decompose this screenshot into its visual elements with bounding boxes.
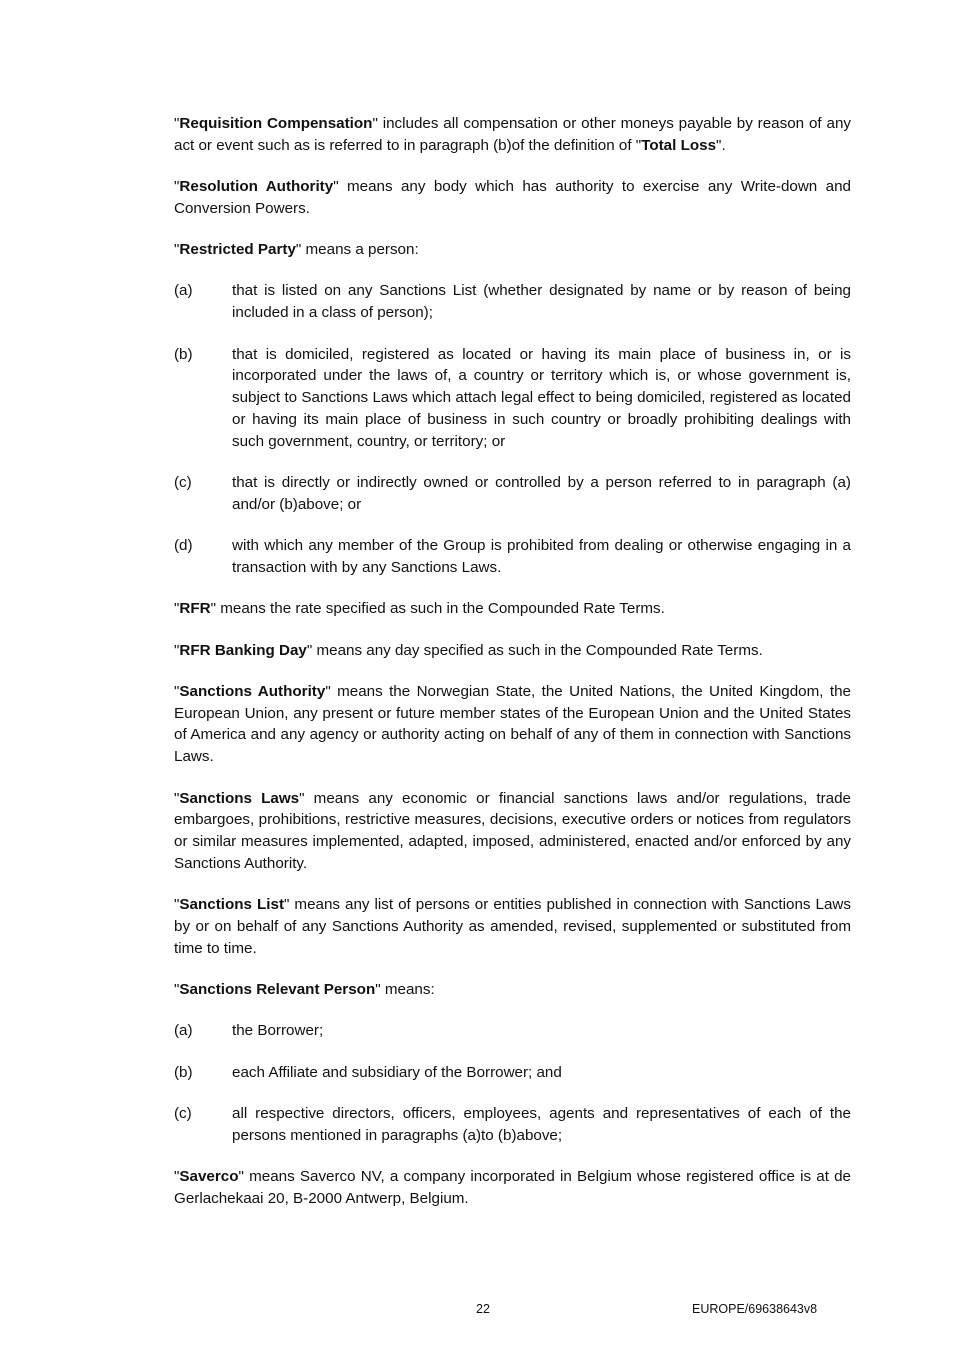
item-text: that is directly or indirectly owned or controlled by a person referred to in paragraph (a) and/or (b)above; or bbox=[232, 474, 851, 513]
definition-saverco: "Saverco" means Saverco NV, a company incorporated in Belgium whose registered office is at de Gerlachekaai 20, B-2000 Antwerp, Belgium. bbox=[174, 1168, 851, 1207]
defined-term: RFR Banking Day bbox=[179, 641, 307, 659]
defined-term: Saverco bbox=[179, 1168, 239, 1186]
list-item bbox=[174, 1020, 851, 1042]
definition-sanctions-relevant-person: "Sanctions Relevant Person" means: bbox=[174, 981, 435, 999]
list-item bbox=[174, 1103, 851, 1147]
item-label: (b) bbox=[174, 345, 193, 363]
defined-term: Sanctions Relevant Person bbox=[179, 981, 376, 999]
definition-restricted-party: "Restricted Party" means a person: bbox=[174, 241, 419, 259]
item-text: that is listed on any Sanctions List (whether designated by name or by reason of being included in a class of person); bbox=[232, 282, 851, 322]
item-text: each Affiliate and subsidiary of the Borrower; and bbox=[232, 1063, 562, 1081]
defined-term: RFR bbox=[179, 600, 211, 618]
item-text: with which any member of the Group is prohibited from dealing or otherwise engaging in a transaction with by any Sanctions Laws. bbox=[232, 537, 851, 576]
page-number: 22 bbox=[476, 1302, 490, 1316]
defined-term: Resolution Authority bbox=[179, 178, 334, 196]
list-item bbox=[174, 1062, 851, 1084]
document-body bbox=[174, 113, 851, 1229]
defined-term: Requisition Compensation bbox=[179, 115, 373, 132]
defined-term: Restricted Party bbox=[179, 241, 296, 259]
definition-requisition-compensation: "Requisition Compensation" includes all compensation or other moneys payable by reason of any act or event such as is referred to in paragraph (b)of the definition of "Total Loss". bbox=[174, 115, 851, 154]
list-item bbox=[174, 280, 851, 324]
definition-sanctions-authority: "Sanctions Authority" means the Norwegian State, the United Nations, the United Kingdom, the European Union, any present or future member states of the European Union and the United States of America and any agency or authority acting on behalf of any of them in connection with Sanctions Laws. bbox=[174, 682, 851, 766]
item-label: (d) bbox=[174, 537, 193, 555]
item-text: the Borrower; bbox=[232, 1022, 324, 1040]
item-label: (b) bbox=[174, 1063, 193, 1081]
definition-resolution-authority: "Resolution Authority" means any body which has authority to exercise any Write-down and Conversion Powers. bbox=[174, 178, 851, 217]
list-item bbox=[174, 535, 851, 579]
defined-term: Sanctions Laws bbox=[179, 789, 300, 807]
document-reference: EUROPE/69638643v8 bbox=[692, 1302, 818, 1316]
item-text: all respective directors, officers, employees, agents and representatives of each of the persons mentioned in paragraphs (a)to (b)above; bbox=[232, 1105, 851, 1144]
defined-term: Sanctions Authority bbox=[179, 682, 326, 700]
definition-rfr: "RFR" means the rate specified as such in the Compounded Rate Terms. bbox=[174, 600, 665, 618]
definition-sanctions-list: "Sanctions List" means any list of persons or entities published in connection with Sanctions Laws by or on behalf of any Sanctions Authority as amended, revised, supplemented or substituted from time to time. bbox=[174, 896, 851, 957]
item-label: (c) bbox=[174, 474, 192, 492]
list-item bbox=[174, 472, 851, 516]
definition-sanctions-laws: "Sanctions Laws" means any economic or financial sanctions laws and/or regulations, trade embargoes, prohibitions, restrictive measures, decisions, executive orders or notices from regulators or similar measures implemented, adapted, imposed, administered, enacted and/or enforced by any Sanctions Authority. bbox=[174, 789, 851, 872]
item-label: (a) bbox=[174, 282, 193, 300]
defined-term: Total Loss bbox=[641, 136, 717, 154]
item-label: (a) bbox=[174, 1022, 193, 1040]
defined-term: Sanctions List bbox=[179, 896, 284, 914]
definition-rfr-banking-day: "RFR Banking Day" means any day specified as such in the Compounded Rate Terms. bbox=[174, 641, 763, 659]
item-label: (c) bbox=[174, 1105, 192, 1122]
item-text: that is domiciled, registered as located or having its main place of business in, or is incorporated under the laws of, a country or territory which is, or whose government is, subject to Sanctions Laws which attach legal effect to being domiciled, registered as located or having its main place of business in such country or broadly prohibiting dealings with such government, country, or territory; or bbox=[232, 345, 851, 450]
list-item bbox=[174, 344, 851, 453]
